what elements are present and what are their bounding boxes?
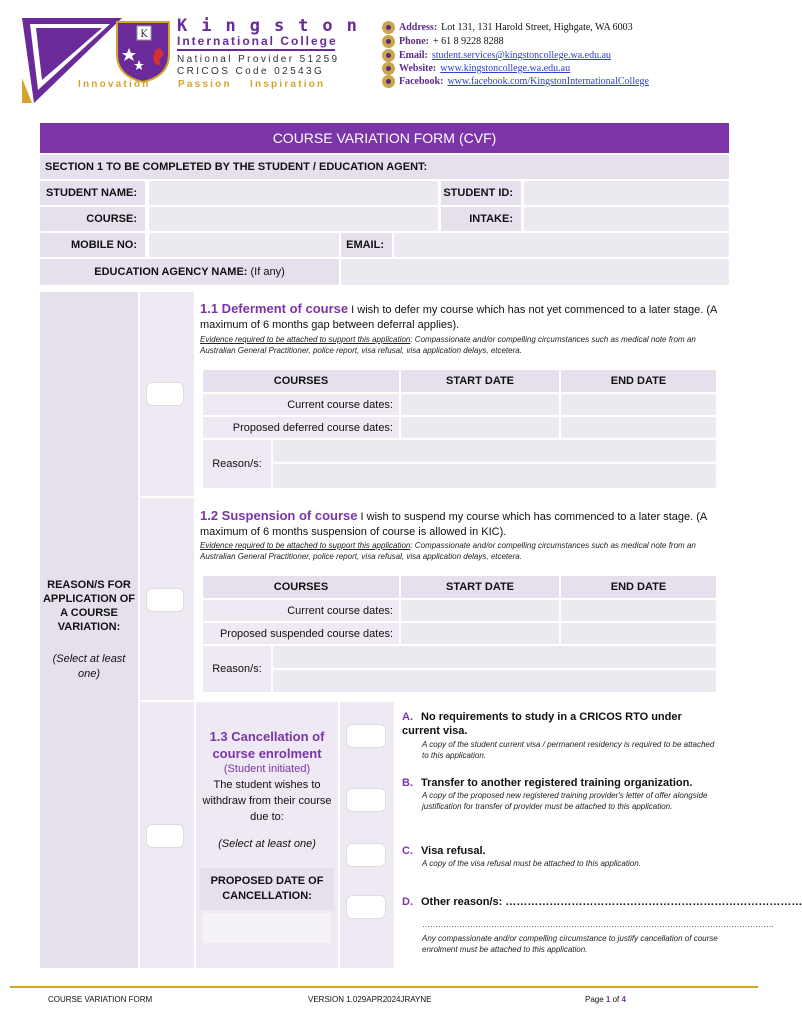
contact-phone: Phone: + 61 8 9228 8288	[382, 35, 504, 48]
suspension-col-courses: COURSES	[203, 576, 399, 598]
form-title: COURSE VARIATION FORM (CVF)	[40, 123, 729, 153]
reason-heading: REASON/S FOR APPLICATION OF A COURSE VARIATION:	[42, 579, 136, 633]
suspension-description: 1.2 Suspension of course I wish to suspend my course which has commenced to a later stage. (A maximum of 6 months suspension of course is allowed in KIC).	[200, 508, 707, 538]
cancellation-select-hint: (Select at least one)	[218, 838, 316, 850]
student-id-field[interactable]	[524, 181, 729, 205]
option-a-checkbox[interactable]	[346, 724, 386, 748]
cancellation-initiated: (Student initiated)	[223, 763, 311, 775]
contact-website: Website: www.kingstoncollege.wa.edu.au	[382, 62, 570, 75]
deferment-row-current: Current course dates:	[203, 394, 399, 415]
proposed-date-label: PROPOSED DATE OF CANCELLATION:	[200, 868, 334, 910]
footer-divider	[10, 986, 758, 988]
cancellation-wishes: The student wishes to withdraw from their course due to:	[202, 779, 332, 823]
website-link[interactable]: www.kingstoncollege.wa.edu.au	[440, 63, 571, 74]
course-label: COURSE:	[40, 207, 145, 231]
location-icon	[382, 21, 395, 34]
motto-innovation: Innovation	[78, 79, 151, 90]
suspension-current-end-field[interactable]	[561, 600, 716, 621]
deferment-current-end-field[interactable]	[561, 394, 716, 415]
college-logo-triangle	[22, 18, 122, 103]
option-b-checkbox[interactable]	[346, 788, 386, 812]
suspension-reason-line-2[interactable]	[273, 670, 716, 692]
deferment-col-end: END DATE	[561, 370, 716, 392]
deferment-description: 1.1 Deferment of course I wish to defer my course which has not yet commenced to a later stage. (A maximum of 6 months gap between deferral applies).	[200, 301, 717, 331]
motto-passion: Passion	[178, 79, 232, 90]
mobile-field[interactable]	[149, 233, 339, 257]
option-d-note: Any compassionate and/or compelling circumstance to justify cancellation of course enrolment must be attached to this application.	[422, 934, 718, 954]
suspension-proposed-end-field[interactable]	[561, 623, 716, 644]
option-a-note: A copy of the student current visa / permanent residency is required to be attached to this application.	[422, 740, 715, 760]
intake-field[interactable]	[524, 207, 729, 231]
footer-version: VERSION 1.029APR2024JRAYNE	[308, 995, 432, 1004]
college-crest-icon	[115, 20, 171, 84]
contact-email: Email: student.services@kingstoncollege.wa.edu.au	[382, 49, 611, 62]
deferment-row-proposed: Proposed deferred course dates:	[203, 417, 399, 438]
suspension-reasons-label: Reason/s:	[203, 646, 271, 692]
cricos-code: CRICOS Code 02543G	[177, 66, 325, 77]
cancellation-checkbox[interactable]	[146, 824, 184, 848]
deferment-col-start: START DATE	[401, 370, 559, 392]
agency-label: EDUCATION AGENCY NAME: (If any)	[40, 259, 339, 285]
email-label: EMAIL:	[341, 233, 392, 257]
facebook-link[interactable]: www.facebook.com/KingstonInternationalCollege	[447, 76, 649, 87]
course-field[interactable]	[149, 207, 438, 231]
brand-subtitle: International College	[177, 34, 338, 48]
national-provider: National Provider 51259	[177, 54, 340, 65]
deferment-proposed-start-field[interactable]	[401, 417, 559, 438]
reason-select-hint: (Select at least one)	[52, 653, 126, 680]
suspension-current-start-field[interactable]	[401, 600, 559, 621]
cancellation-heading: 1.3 Cancellation of course enrolment	[209, 729, 325, 761]
option-d-checkbox[interactable]	[346, 895, 386, 919]
option-c-checkbox[interactable]	[346, 843, 386, 867]
agency-field[interactable]	[341, 259, 729, 285]
intake-label: INTAKE:	[441, 207, 521, 231]
deferment-reasons-label: Reason/s:	[203, 440, 271, 488]
phone-icon	[382, 35, 395, 48]
deferment-reason-line-1[interactable]	[273, 440, 716, 462]
facebook-icon	[382, 75, 395, 88]
motto-inspiration: Inspiration	[250, 79, 326, 90]
suspension-col-start: START DATE	[401, 576, 559, 598]
contact-address: Address: Lot 131, 131 Harold Street, Highgate, WA 6003	[382, 21, 633, 34]
deferment-checkbox[interactable]	[146, 382, 184, 406]
option-b: B. Transfer to another registered training organization.	[402, 777, 693, 789]
student-name-field[interactable]	[149, 181, 438, 205]
deferment-reason-line-2[interactable]	[273, 464, 716, 488]
deferment-proposed-end-field[interactable]	[561, 417, 716, 438]
option-c: C. Visa refusal.	[402, 845, 486, 857]
contact-facebook: Facebook: www.facebook.com/KingstonInternationalCollege	[382, 75, 649, 88]
option-a: A. No requirements to study in a CRICOS RTO under current visa.	[402, 711, 682, 737]
deferment-evidence: Evidence required to be attached to support this application: Compassionate and/or compelling circumstances such as medical note from an Australian General Practitioner, police report, visa refusal, visa application delays, etcetera.	[200, 335, 696, 355]
suspension-checkbox[interactable]	[146, 588, 184, 612]
email-icon	[382, 49, 395, 62]
option-c-note: A copy of the visa refusal must be attached to this application.	[422, 859, 641, 868]
email-link[interactable]: student.services@kingstoncollege.wa.edu.au	[431, 50, 612, 61]
student-id-label: STUDENT ID:	[441, 181, 521, 205]
suspension-reason-line-1[interactable]	[273, 646, 716, 668]
suspension-row-proposed: Proposed suspended course dates:	[203, 623, 399, 644]
footer-page-number: Page 1 of 4	[585, 995, 626, 1004]
brand-name: Kingston	[177, 16, 371, 36]
deferment-current-start-field[interactable]	[401, 394, 559, 415]
student-name-label: STUDENT NAME:	[40, 181, 145, 205]
suspension-proposed-start-field[interactable]	[401, 623, 559, 644]
option-b-note: A copy of the proposed new registered training provider's letter of offer alongside justification for transfer of provider must be attached to this application.	[422, 791, 708, 811]
email-field[interactable]	[394, 233, 729, 257]
section1-heading: SECTION 1 TO BE COMPLETED BY THE STUDENT / EDUCATION AGENT:	[40, 155, 729, 179]
brand-divider	[177, 49, 335, 51]
svg-text:K: K	[140, 29, 148, 40]
option-d-dotted-line[interactable]: ……………………………………………………………………………………………………………………	[422, 920, 774, 929]
proposed-date-field[interactable]	[203, 913, 331, 943]
suspension-col-end: END DATE	[561, 576, 716, 598]
suspension-row-current: Current course dates:	[203, 600, 399, 621]
globe-icon	[382, 62, 395, 75]
suspension-evidence: Evidence required to be attached to support this application: Compassionate and/or compelling circumstances such as medical note from an Australian General Practitioner, police report, visa refusal, visa application delays, etcetera.	[200, 541, 696, 561]
mobile-label: MOBILE NO:	[40, 233, 145, 257]
option-d: D. Other reason/s: ………………………………………………………………………	[402, 896, 802, 908]
footer-form-name: COURSE VARIATION FORM	[48, 995, 153, 1004]
deferment-col-courses: COURSES	[203, 370, 399, 392]
